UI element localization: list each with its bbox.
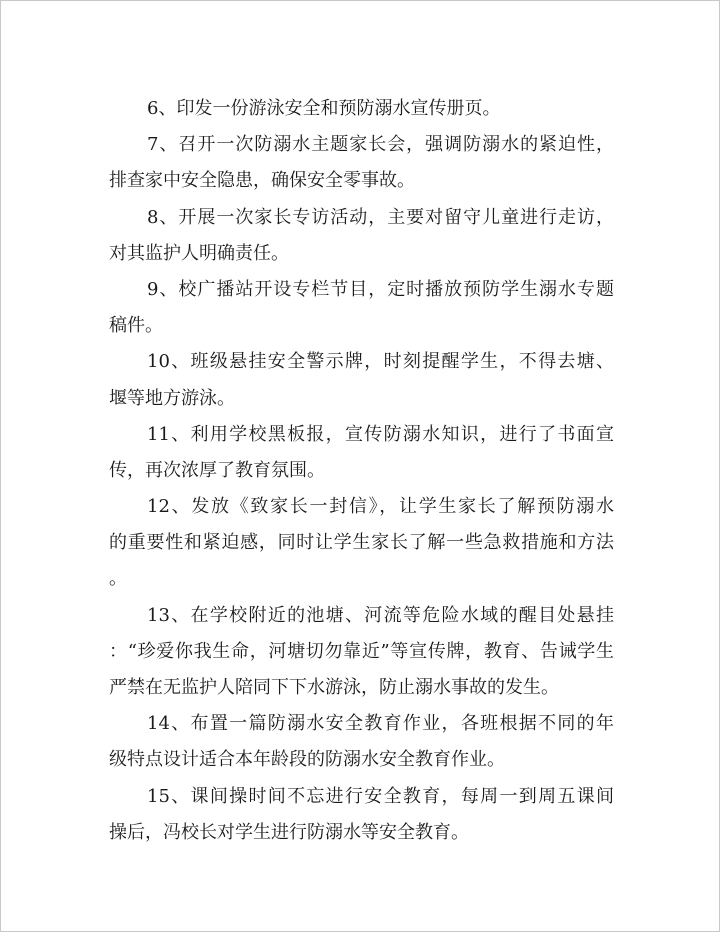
- text-line: ：“珍爱你我生命，河塘切勿靠近”等宣传牌，教育、告诫学生: [109, 640, 614, 662]
- text-line: 11、利用学校黑板报，宣传防溺水知识，进行了书面宣: [147, 423, 614, 445]
- text-line: 排查家中安全隐患，确保安全零事故。: [109, 170, 415, 192]
- text-line: 12、发放《致家长一封信》，让学生家长了解预防溺水: [147, 496, 614, 518]
- text-line: 传，再次浓厚了教育氛围。: [109, 459, 325, 481]
- text-line: 13、在学校附近的池塘、河流等危险水域的醒目处悬挂: [147, 604, 614, 626]
- text-line: 15、课间操时间不忘进行安全教育，每周一到周五课间: [147, 785, 614, 807]
- text-line: 7、召开一次防溺水主题家长会，强调防溺水的紧迫性，: [147, 134, 614, 156]
- document-body: [109, 91, 614, 851]
- text-line: 对其监护人明确责任。: [109, 242, 289, 264]
- text-line: 堰等地方游泳。: [109, 387, 235, 409]
- text-line: 9、校广播站开设专栏节目，定时播放预防学生溺水专题: [147, 278, 614, 300]
- text-line: 的重要性和紧迫感，同时让学生家长了解一些急救措施和方法: [109, 532, 614, 554]
- text-line: 级特点设计适合本年龄段的防溺水安全教育作业。: [109, 749, 505, 771]
- text-line: 6、印发一份游泳安全和预防溺水宣传册页。: [147, 98, 501, 119]
- text-line: 。: [109, 568, 127, 590]
- text-line: 8、开展一次家长专访活动，主要对留守儿童进行走访，: [147, 206, 614, 228]
- text-line: 严禁在无监护人陪同下下水游泳，防止溺水事故的发生。: [109, 677, 559, 698]
- text-line: 稿件。: [109, 315, 163, 337]
- text-line: 操后，冯校长对学生进行防溺水等安全教育。: [109, 821, 469, 843]
- text-line: 14、布置一篇防溺水安全教育作业，各班根据不同的年: [147, 713, 614, 735]
- text-line: 10、班级悬挂安全警示牌，时刻提醒学生，不得去塘、: [147, 351, 614, 373]
